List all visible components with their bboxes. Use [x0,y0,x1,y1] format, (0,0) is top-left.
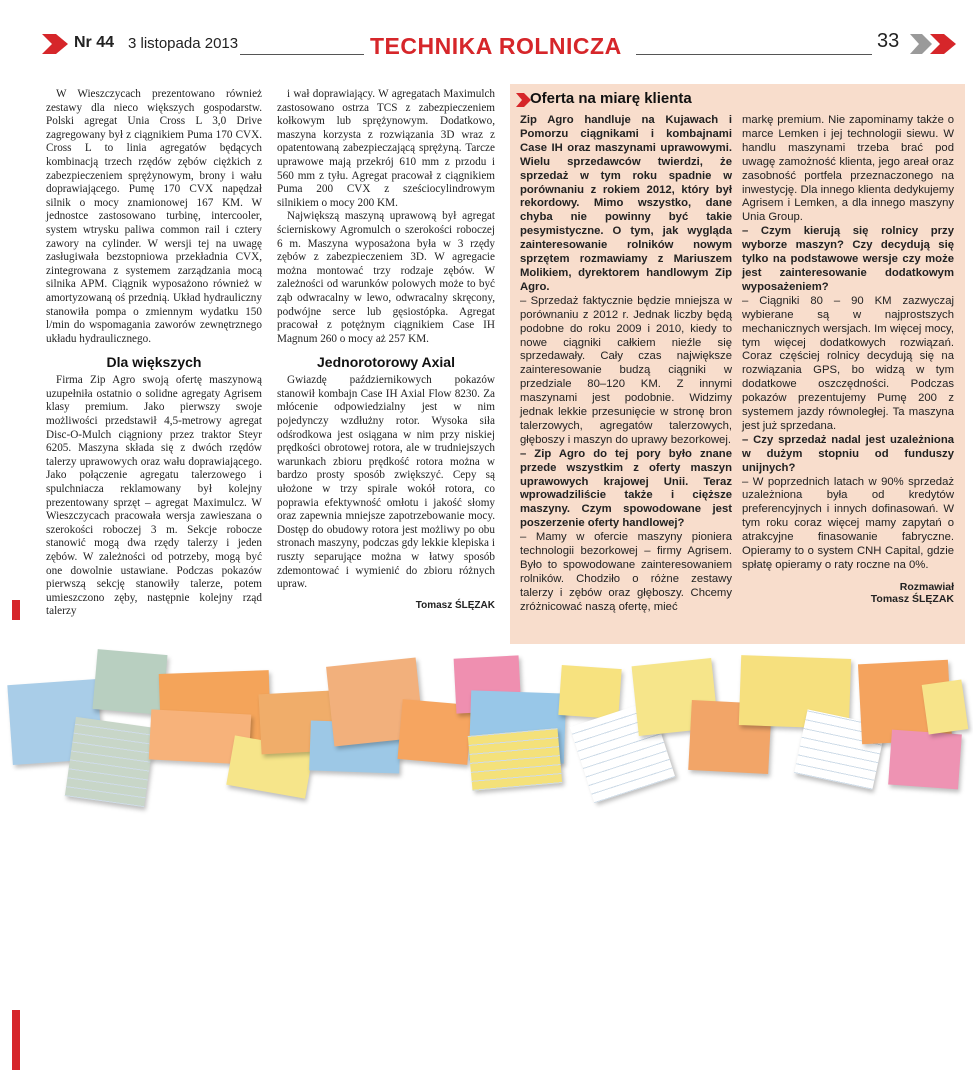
page-header [0,28,973,68]
issue-date: 3 listopada 2013 [128,35,239,52]
interview-intro: Zip Agro handluje na Kujawach i Pomorzu ciągnikami i kombajnami Case IH oraz maszynami uprawowymi. Wielu sprzedawców twierdzi, że sprzedaż w tym roku spadnie w porównaniu z rokiem 2012, który był rekordowy. Mimo wszystko, dane chyba nie powinny być takie pesymistyczne. O tym, jak wygląda zainteresowanie rolników nowym sprzętem rozmawiamy z Mariuszem Molikiem, dyrektorem handlowym Zip Agro. [520,114,732,293]
sticky-note [558,665,621,719]
interview-box [510,84,965,644]
header-rule-left [240,54,364,55]
sticky-note [93,649,168,715]
paragraph: i wał doprawiający. W agregatach Maximulch zastosowano ostrza TCS z zabezpieczeniem kołkowym lub sprężynowym. Dodatkowo, maszyna korzysta z rozwiązania 3D wraz z opatentowaną zabezpieczającą sprężyną. Tarcze uprawowe mają przekrój 610 mm z przodu i 560 mm z tyłu. Agregat pracował z ciągnikiem Puma 200 CVX z sześciocylindrowym silnikiem o mocy 200 KM. [277,88,495,209]
interview-answer: – W poprzednich latach w 90% sprzedaż uzależniona była od kredytów preferencyjnych i innych dofinasowań. W tym roku coraz więcej mamy zapytań o atrakcyjne finasowanie fabryczne. Opieramy to o system CNH Capital, gdzie spłatę opieramy o raty roczne na 0%. [742,475,954,571]
interview-answer: – Ciągniki 80 – 90 KM zazwyczaj wybierane są w najprostszych mechanicznych wersjach. Im więcej mocy, tym więcej dodatkowych rozwiązań. Coraz częściej rolnicy decydują się na rozwiązania GPS, bo widzą w tym dodatkowe oszczędności. Podczas pokazów prezentujemy Pumę 200 z systemem jazdy równoległej. Ta maszyna jest już sprzedana. [742,294,954,432]
double-arrow-icon [910,32,962,56]
interview-column-left [520,114,732,615]
scan-mark [12,1010,20,1070]
interview-sign-label: Rozmawiał [899,580,954,593]
interview-answer: – Mamy w ofercie maszyny pioniera technologii bezorkowej – firmy Agrisem. Było to spowodowane zainteresowaniem rolników. Chodziło o różne zestawy talerzy i zębów oraz głęboszy. Chcemy zróżnicować naszą ofertę, mieć [520,531,732,613]
sticky-note [888,730,962,790]
paragraph: Firma Zip Agro swoją ofertę maszynową uzupełniła ostatnio o solidne agregaty Agrisem klasy premium. Jako pierwszy swoje możliwości przedstawił 4,5-metrowy agregat Disc-O-Mulch ciągniony przez traktor Steyr 6205. Maszyna składa się z dwóch rzędów talerzy uprawowych oraz wału doprawiającego. Jako połączenie agregatu talerzowego i spulchniacza reklamowany był kolejny prezentowany sprzęt – agregat Maximulcz. W Wieszczycach pracowała wersja zawieszana o szerokości roboczej 3 m. Sekcje robocze stanowić mogą dwa rzędy talerzy i jeden zębów. W zależności od potrzeby, mogą być one dowolnie ustawiane. Podczas pokazów pierwszą sekcję stanowiły talerze, potem umieszczono zęby, następnie kolejny rząd talerzy [46,374,262,618]
author-signature: Tomasz ŚLĘZAK [415,599,495,611]
interview-answer: – Sprzedaż faktycznie będzie mniejsza w porównaniu z 2012 r. Jednak liczby będą podobne do roku 2009 i 2010, kiedy to nowe ciągniki całkiem nieźle się sprzedawały. Cały czas największe zainteresowanie budzą ciągniki w przedziale 80–120 KM. Z innymi maszynami jest podobnie. Widzimy jednak lekkie przesunięcie w stronę bron talerzowych, agregatów talerzowych, głęboszy i maszyn do uprawy bezorkowej. [520,294,732,446]
interview-question: – Zip Agro do tej pory było znane przede wszystkim z oferty maszyn uprawowych krajowej Unii. Teraz wprowadziliście także i cięższe maszyny. Czym spowodowane jest poszerzenie oferty handlowej? [520,447,732,530]
sticky-note [468,728,562,791]
interview-column-right [742,114,954,605]
interview-sign-name: Tomasz ŚLĘZAK [870,592,954,605]
header-rule-right [636,54,872,55]
paragraph: W Wieszczycach prezentowano również zestawy dla nieco większych gospodarstw. Polski agregat Unia Cross L 3,0 Drive zagregowany był z ciągnikiem Puma 170 CVX. Cross L to linia agregatów będących kombinacją trzech rzędów zębów ciężkich z zabezpieczeniem sprężynowym, brony i wału doprawiającego. Pumę 170 CVX napędzał silnik o mocy znamionowej 167 KM. W jednostce zastosowano turbinę, intercooler, system wtrysku paliwa common rail i cztery zawory na cylinder. W wersji tej na uwagę zasługiwała bezstopniowa przekładnia CVX, zintegrowana z systemem zarządzania mocą silnika APM. Ciągnik wyposażono również w amortyzowaną oś przednią. Układ hydrauliczny stanowiła pompa o zmiennym wydatku 150 l/min do wspomagania zaworów zewnętrznego układu hydraulicznego. [46,88,262,345]
section-title: TECHNIKA ROLNICZA [370,33,622,59]
interview-answer: markę premium. Nie zapominamy także o marce Lemken i jej technologii siewu. W handlu maszynami trzeba brać pod uwagę zamożność klienta, jego areał oraz zasobność portfela przeznaczonego na inwestycję. Dla innego klienta dedykujemy Agrisem i Lemken, a dla innego maszyny Unia Group. [742,114,954,224]
sticky-notes-illustration [0,652,973,802]
article-column-2 [277,88,495,611]
interview-title: Oferta na miarę klienta [530,90,692,107]
page-number: 33 [877,30,900,52]
red-arrow-icon [42,32,72,56]
paragraph: Największą maszyną uprawową był agregat ścierniskowy Agromulch o szerokości roboczej 6 m. Maszyna wyposażona była w 3 rzędy zębów z zabezpieczeniem 3D. W agregacie można montować trzy rodzaje zębów. W zależności od warunków polowych może to być ząb odwracalny w lewo, odwracalny skręcony, podwójne serce lub gęsiostópka. Agregat pracował z potężnym ciągnikiem Case IH Magnum 260 o mocy aż 257 KM. [277,210,495,345]
article-column-1 [46,88,262,619]
subheading: Dla większych [106,354,202,371]
interview-question: – Czy sprzedaż nadal jest uzależniona w dużym stopniu od funduszy unijnych? [742,433,954,474]
paragraph: Gwiazdę październikowych pokazów stanowił kombajn Case IH Axial Flow 8230. Za młócenie odpowiedzialny jest w nim pojedynczy wzdłużny rotor. Wysoka siła odśrodkowa jest osiągana w nim przy niskiej prędkości obrotowej rotora, ale w trudniejszych warunkach zbioru prędkość rotora można w bardzo prosty sposób zwiększyć. Cepy są ułożone w trzy spirale wokół rotora, co poprawia efektywność omłotu i jakość słomy oraz zapewnia mniejsze zapotrzebowanie mocy. Dostęp do obudowy rotora jest możliwy po obu stronach maszyny, podczas gdy lekkie klepiska i ruszty separujące można w łatwy sposób zdemontować i wymienić do zbioru różnych upraw. [277,374,495,591]
interview-question: – Czym kierują się rolnicy przy wyborze maszyn? Czy decydują się tylko na podstawowe wersje czy może jest zainteresowanie dodatkowym wyposażeniem? [742,225,954,293]
sticky-note [922,679,969,734]
scan-mark [12,600,20,620]
subheading: Jednorotorowy Axial [317,354,455,371]
sticky-note [65,717,155,807]
issue-number: Nr 44 [74,34,115,51]
